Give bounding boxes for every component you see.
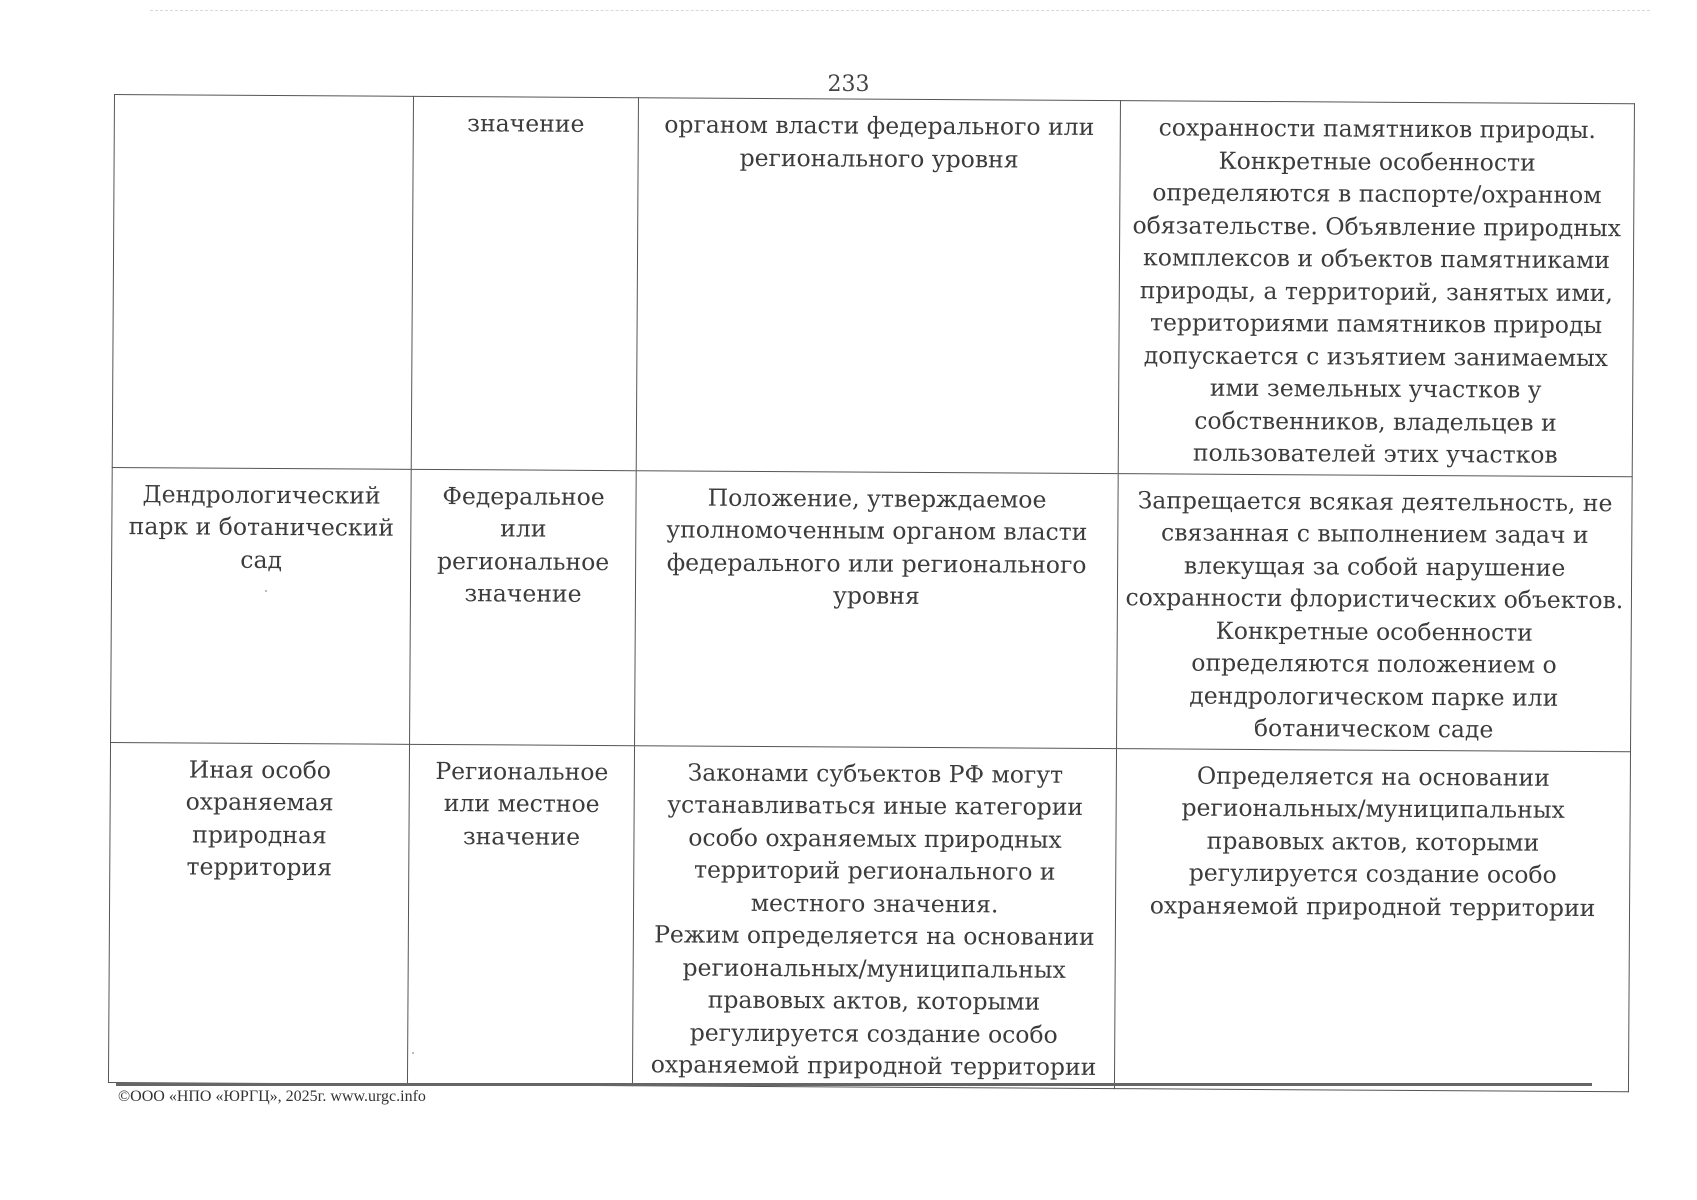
footer-divider <box>116 1083 1592 1086</box>
page-number: 233 <box>827 72 870 97</box>
document-cell: Положение, утверждаемое уполномоченным органом власти федерального или регионального уровня <box>635 470 1119 748</box>
scan-speck <box>412 1052 414 1054</box>
protected-areas-table <box>108 94 1635 1092</box>
scan-speck <box>265 590 267 592</box>
document-paragraph: Законами субъектов РФ могут устанавливаться иные категории особо охраняемых природных территорий регионального и местного значения. <box>667 758 1084 918</box>
table-row <box>108 742 1630 1091</box>
significance-cell: Региональное или местное значение <box>407 744 634 1085</box>
category-cell <box>112 95 413 469</box>
document-paragraph-extra: Режим определяется на основании региональных/муниципальных правовых актов, которыми регулируется создание особо охраняемой природной территории <box>650 920 1097 1082</box>
significance-cell: Федеральное или региональное значение <box>410 469 637 745</box>
significance-cell: значение <box>411 96 638 470</box>
category-cell: Дендрологический парк и ботанический сад <box>111 467 412 744</box>
table-row <box>111 467 1633 751</box>
document-cell: органом власти федерального или регионального уровня <box>636 98 1120 473</box>
scan-edge-artifact <box>150 10 1650 21</box>
table-row <box>112 95 1634 477</box>
footer-copyright: ©ООО «НПО «ЮРГЦ», 2025г. www.urgc.info <box>118 1088 426 1105</box>
regime-cell: Определяется на основании региональных/муниципальных правовых актов, которыми регулируется создание особо охраняемой природной территории <box>1114 748 1630 1091</box>
category-cell: Иная особо охраняемая природная территория <box>108 742 409 1084</box>
document-cell <box>632 745 1116 1088</box>
regime-cell: Запрещается всякая деятельность, не связанная с выполнением задач и влекущая за собой нарушение сохранности флористических объектов. Конкретные особенности определяются положением о дендрологическом парке или ботаническом саде <box>1117 473 1633 751</box>
regime-cell: сохранности памятников природы. Конкретные особенности определяются в паспорте/охранном обязательстве. Объявление природных комплексов и объектов памятниками природы, а территорий, занятых ими, территориями памятников природы допускается с изъятием занимаемых ими земельных участков у собственников, владельцев и пользователей этих участков <box>1118 101 1634 477</box>
